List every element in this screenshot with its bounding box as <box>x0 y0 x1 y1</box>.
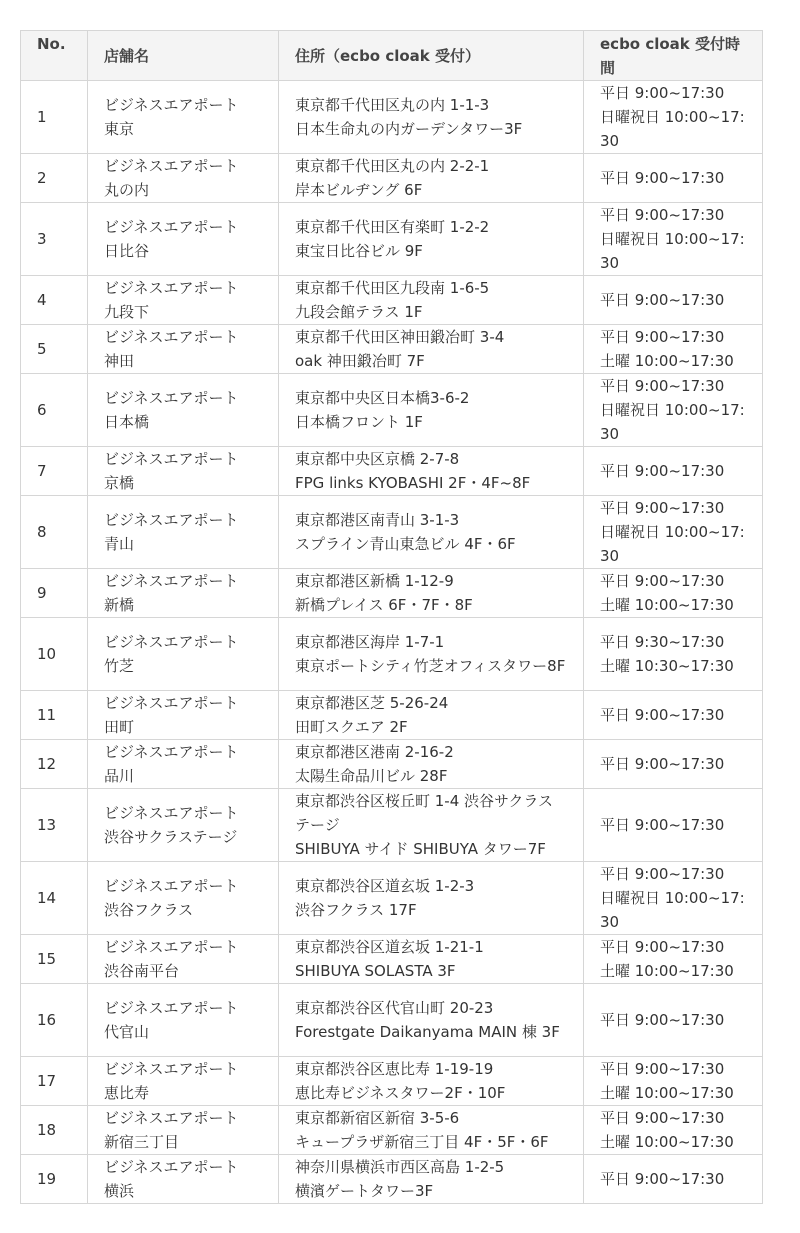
store-hours <box>584 276 763 325</box>
store-address <box>279 984 584 1057</box>
store-name-line: ビジネスエアポート <box>104 804 239 822</box>
store-hours-line: 日曜祝日 10:00~17:30 <box>600 401 745 443</box>
store-hours <box>584 984 763 1057</box>
store-hours-line: 平日 9:00~17:30 <box>600 816 725 834</box>
store-name <box>88 1155 279 1204</box>
store-hours-line: 日曜祝日 10:00~17:30 <box>600 230 745 272</box>
store-address-line: Forestgate Daikanyama MAIN 棟 3F <box>295 1023 560 1041</box>
table-row <box>21 203 763 276</box>
store-name <box>88 862 279 935</box>
store-name-line: ビジネスエアポート <box>104 694 239 712</box>
header-hours: ecbo cloak 受付時間 <box>584 31 763 81</box>
store-name <box>88 984 279 1057</box>
store-number: 11 <box>21 691 88 740</box>
store-hours <box>584 935 763 984</box>
store-address-line: 東京都港区海岸 1-7-1 <box>295 633 445 651</box>
store-name <box>88 569 279 618</box>
store-address-line: 神奈川県横浜市西区高島 1-2-5 <box>295 1158 505 1176</box>
store-number: 17 <box>21 1057 88 1106</box>
store-number: 5 <box>21 325 88 374</box>
store-name-line: 京橋 <box>104 474 135 492</box>
store-name <box>88 374 279 447</box>
table-row <box>21 789 763 862</box>
table-row <box>21 496 763 569</box>
store-address-line: 東京都渋谷区道玄坂 1-2-3 <box>295 877 475 895</box>
store-number: 9 <box>21 569 88 618</box>
table-row <box>21 691 763 740</box>
store-name-line: ビジネスエアポート <box>104 633 239 651</box>
store-address-line: 東京都渋谷区恵比寿 1-19-19 <box>295 1060 494 1078</box>
store-address-line: 東京都渋谷区道玄坂 1-21-1 <box>295 938 484 956</box>
store-number: 15 <box>21 935 88 984</box>
store-address <box>279 569 584 618</box>
store-name-line: 田町 <box>104 718 135 736</box>
store-name-line: 渋谷南平台 <box>104 962 180 980</box>
store-name-line: ビジネスエアポート <box>104 511 239 529</box>
store-name-line: ビジネスエアポート <box>104 572 239 590</box>
store-address <box>279 740 584 789</box>
store-address <box>279 276 584 325</box>
store-name-line: ビジネスエアポート <box>104 157 239 175</box>
store-name-line: 九段下 <box>104 303 150 321</box>
store-number: 8 <box>21 496 88 569</box>
store-hours-line: 日曜祝日 10:00~17:30 <box>600 108 745 150</box>
store-name-line: 丸の内 <box>104 181 150 199</box>
store-name-line: 渋谷サクラステージ <box>104 828 238 846</box>
store-name-line: ビジネスエアポート <box>104 96 239 114</box>
store-name <box>88 740 279 789</box>
store-hours-line: 平日 9:00~17:30 <box>600 1011 725 1029</box>
store-hours <box>584 1106 763 1155</box>
store-address-line: 東京都新宿区新宿 3-5-6 <box>295 1109 460 1127</box>
store-hours-line: 平日 9:00~17:30 <box>600 328 725 346</box>
store-address-line: 東京都港区港南 2-16-2 <box>295 743 454 761</box>
store-name-line: 日比谷 <box>104 242 150 260</box>
store-hours <box>584 1155 763 1204</box>
store-address <box>279 1155 584 1204</box>
table-row <box>21 325 763 374</box>
store-address <box>279 203 584 276</box>
store-name <box>88 789 279 862</box>
store-name-line: 渋谷フクラス <box>104 901 194 919</box>
store-name-line: ビジネスエアポート <box>104 877 239 895</box>
table-row <box>21 81 763 154</box>
table-body <box>21 81 763 1204</box>
store-address-line: 東京ポートシティ竹芝オフィスタワー8F <box>295 657 566 675</box>
store-name <box>88 154 279 203</box>
header-address: 住所（ecbo cloak 受付） <box>279 31 584 81</box>
table-row <box>21 618 763 691</box>
store-address-line: SHIBUYA サイド SHIBUYA タワー7F <box>295 840 546 858</box>
store-address <box>279 789 584 862</box>
store-address <box>279 496 584 569</box>
store-name-line: ビジネスエアポート <box>104 1158 239 1176</box>
store-hours-line: 平日 9:00~17:30 <box>600 1170 725 1188</box>
store-address-line: 東京都港区新橋 1-12-9 <box>295 572 454 590</box>
table-row <box>21 862 763 935</box>
table-row <box>21 154 763 203</box>
store-address-line: 東京都渋谷区代官山町 20-23 <box>295 999 494 1017</box>
store-name <box>88 203 279 276</box>
store-address-line: 東京都千代田区有楽町 1-2-2 <box>295 218 490 236</box>
store-hours-line: 土曜 10:00~17:30 <box>600 1133 734 1151</box>
store-name-line: ビジネスエアポート <box>104 743 239 761</box>
table-row <box>21 374 763 447</box>
store-name <box>88 691 279 740</box>
store-name-line: ビジネスエアポート <box>104 389 239 407</box>
store-hours <box>584 203 763 276</box>
store-name-line: ビジネスエアポート <box>104 1109 239 1127</box>
store-address <box>279 81 584 154</box>
store-name-line: ビジネスエアポート <box>104 279 239 297</box>
store-hours-line: 平日 9:30~17:30 <box>600 633 725 651</box>
store-hours-line: 土曜 10:00~17:30 <box>600 962 734 980</box>
store-hours-line: 平日 9:00~17:30 <box>600 169 725 187</box>
table-row <box>21 740 763 789</box>
store-address-line: 日本生命丸の内ガーデンタワー3F <box>295 120 523 138</box>
store-name-line: 日本橋 <box>104 413 150 431</box>
store-hours-line: 平日 9:00~17:30 <box>600 499 725 517</box>
store-address-line: 東宝日比谷ビル 9F <box>295 242 423 260</box>
store-address-line: 東京都千代田区神田鍛冶町 3-4 <box>295 328 505 346</box>
store-number: 12 <box>21 740 88 789</box>
store-address <box>279 862 584 935</box>
header-no: No. <box>21 31 88 81</box>
store-address <box>279 935 584 984</box>
store-address-line: 新橋プレイス 6F・7F・8F <box>295 596 473 614</box>
store-hours-line: 平日 9:00~17:30 <box>600 865 725 883</box>
store-name <box>88 81 279 154</box>
store-number: 3 <box>21 203 88 276</box>
store-address <box>279 1106 584 1155</box>
store-address-line: 東京都千代田区丸の内 1-1-3 <box>295 96 490 114</box>
store-address-line: FPG links KYOBASHI 2F・4F~8F <box>295 474 531 492</box>
store-name-line: ビジネスエアポート <box>104 450 239 468</box>
store-address-line: 日本橋フロント 1F <box>295 413 423 431</box>
store-hours <box>584 374 763 447</box>
store-number: 18 <box>21 1106 88 1155</box>
store-address <box>279 154 584 203</box>
store-address-line: 東京都中央区京橋 2-7-8 <box>295 450 460 468</box>
store-address <box>279 618 584 691</box>
store-name <box>88 1106 279 1155</box>
store-number: 13 <box>21 789 88 862</box>
table-row <box>21 1155 763 1204</box>
store-hours <box>584 691 763 740</box>
store-hours-line: 平日 9:00~17:30 <box>600 572 725 590</box>
store-name <box>88 935 279 984</box>
store-hours <box>584 740 763 789</box>
table-row <box>21 1057 763 1106</box>
store-name <box>88 325 279 374</box>
store-address-line: oak 神田鍛冶町 7F <box>295 352 425 370</box>
store-table <box>20 30 763 1204</box>
store-hours <box>584 154 763 203</box>
store-address-line: 太陽生命品川ビル 28F <box>295 767 448 785</box>
store-hours-line: 土曜 10:00~17:30 <box>600 352 734 370</box>
store-name <box>88 276 279 325</box>
table-row <box>21 1106 763 1155</box>
store-address-line: 東京都港区芝 5-26-24 <box>295 694 449 712</box>
store-hours-line: 平日 9:00~17:30 <box>600 84 725 102</box>
store-hours <box>584 569 763 618</box>
store-name-line: 恵比寿 <box>104 1084 150 1102</box>
store-address <box>279 447 584 496</box>
store-number: 16 <box>21 984 88 1057</box>
store-name <box>88 447 279 496</box>
store-hours-line: 平日 9:00~17:30 <box>600 1109 725 1127</box>
store-hours-line: 平日 9:00~17:30 <box>600 291 725 309</box>
store-number: 1 <box>21 81 88 154</box>
store-address <box>279 374 584 447</box>
store-address-line: 東京都中央区日本橋3-6-2 <box>295 389 470 407</box>
store-hours-line: 平日 9:00~17:30 <box>600 206 725 224</box>
store-hours <box>584 789 763 862</box>
store-address-line: 東京都港区南青山 3-1-3 <box>295 511 460 529</box>
table-row <box>21 569 763 618</box>
store-hours-line: 平日 9:00~17:30 <box>600 377 725 395</box>
store-name-line: ビジネスエアポート <box>104 328 239 346</box>
store-address-line: 東京都千代田区丸の内 2-2-1 <box>295 157 490 175</box>
store-name-line: ビジネスエアポート <box>104 999 239 1017</box>
store-hours <box>584 496 763 569</box>
store-name-line: 新宿三丁目 <box>104 1133 180 1151</box>
store-name-line: ビジネスエアポート <box>104 938 239 956</box>
store-address-line: 東京都渋谷区桜丘町 1-4 渋谷サクラステージ <box>295 792 553 834</box>
store-hours-line: 日曜祝日 10:00~17:30 <box>600 523 745 565</box>
store-number: 19 <box>21 1155 88 1204</box>
store-name-line: 竹芝 <box>104 657 135 675</box>
store-hours-line: 平日 9:00~17:30 <box>600 1060 725 1078</box>
header-store-name: 店舗名 <box>88 31 279 81</box>
store-address-line: 恵比寿ビジネスタワー2F・10F <box>295 1084 506 1102</box>
store-name-line: 神田 <box>104 352 135 370</box>
store-hours-line: 平日 9:00~17:30 <box>600 706 725 724</box>
store-name-line: 新橋 <box>104 596 135 614</box>
store-name <box>88 496 279 569</box>
store-address-line: 東京都千代田区九段南 1-6-5 <box>295 279 490 297</box>
store-hours-line: 土曜 10:00~17:30 <box>600 596 734 614</box>
store-address-line: SHIBUYA SOLASTA 3F <box>295 962 456 980</box>
store-number: 6 <box>21 374 88 447</box>
table-row <box>21 935 763 984</box>
store-hours <box>584 325 763 374</box>
table-row <box>21 276 763 325</box>
store-hours-line: 日曜祝日 10:00~17:30 <box>600 889 745 931</box>
store-address <box>279 1057 584 1106</box>
store-hours-line: 平日 9:00~17:30 <box>600 938 725 956</box>
store-hours-line: 平日 9:00~17:30 <box>600 462 725 480</box>
store-hours-line: 土曜 10:00~17:30 <box>600 1084 734 1102</box>
store-hours-line: 土曜 10:30~17:30 <box>600 657 734 675</box>
store-address-line: 岸本ビルヂング 6F <box>295 181 423 199</box>
store-address-line: スプライン青山東急ビル 4F・6F <box>295 535 516 553</box>
store-number: 10 <box>21 618 88 691</box>
store-hours <box>584 618 763 691</box>
store-address-line: キュープラザ新宿三丁目 4F・5F・6F <box>295 1133 549 1151</box>
store-name-line: 東京 <box>104 120 135 138</box>
store-address-line: 田町スクエア 2F <box>295 718 408 736</box>
table-row <box>21 984 763 1057</box>
store-name-line: 横浜 <box>104 1182 135 1200</box>
store-number: 14 <box>21 862 88 935</box>
store-address <box>279 691 584 740</box>
store-hours <box>584 81 763 154</box>
table-header-row <box>21 31 763 81</box>
store-name-line: ビジネスエアポート <box>104 218 239 236</box>
store-name-line: ビジネスエアポート <box>104 1060 239 1078</box>
table-row <box>21 447 763 496</box>
store-name-line: 代官山 <box>104 1023 150 1041</box>
store-address-line: 九段会館テラス 1F <box>295 303 423 321</box>
store-address-line: 横濱ゲートタワー3F <box>295 1182 434 1200</box>
store-number: 7 <box>21 447 88 496</box>
store-table-container <box>20 30 763 1204</box>
store-hours-line: 平日 9:00~17:30 <box>600 755 725 773</box>
store-hours <box>584 862 763 935</box>
store-address <box>279 325 584 374</box>
store-name-line: 品川 <box>104 767 135 785</box>
store-number: 4 <box>21 276 88 325</box>
store-hours <box>584 1057 763 1106</box>
store-hours <box>584 447 763 496</box>
store-name <box>88 1057 279 1106</box>
store-address-line: 渋谷フクラス 17F <box>295 901 417 919</box>
store-name <box>88 618 279 691</box>
store-name-line: 青山 <box>104 535 135 553</box>
store-number: 2 <box>21 154 88 203</box>
